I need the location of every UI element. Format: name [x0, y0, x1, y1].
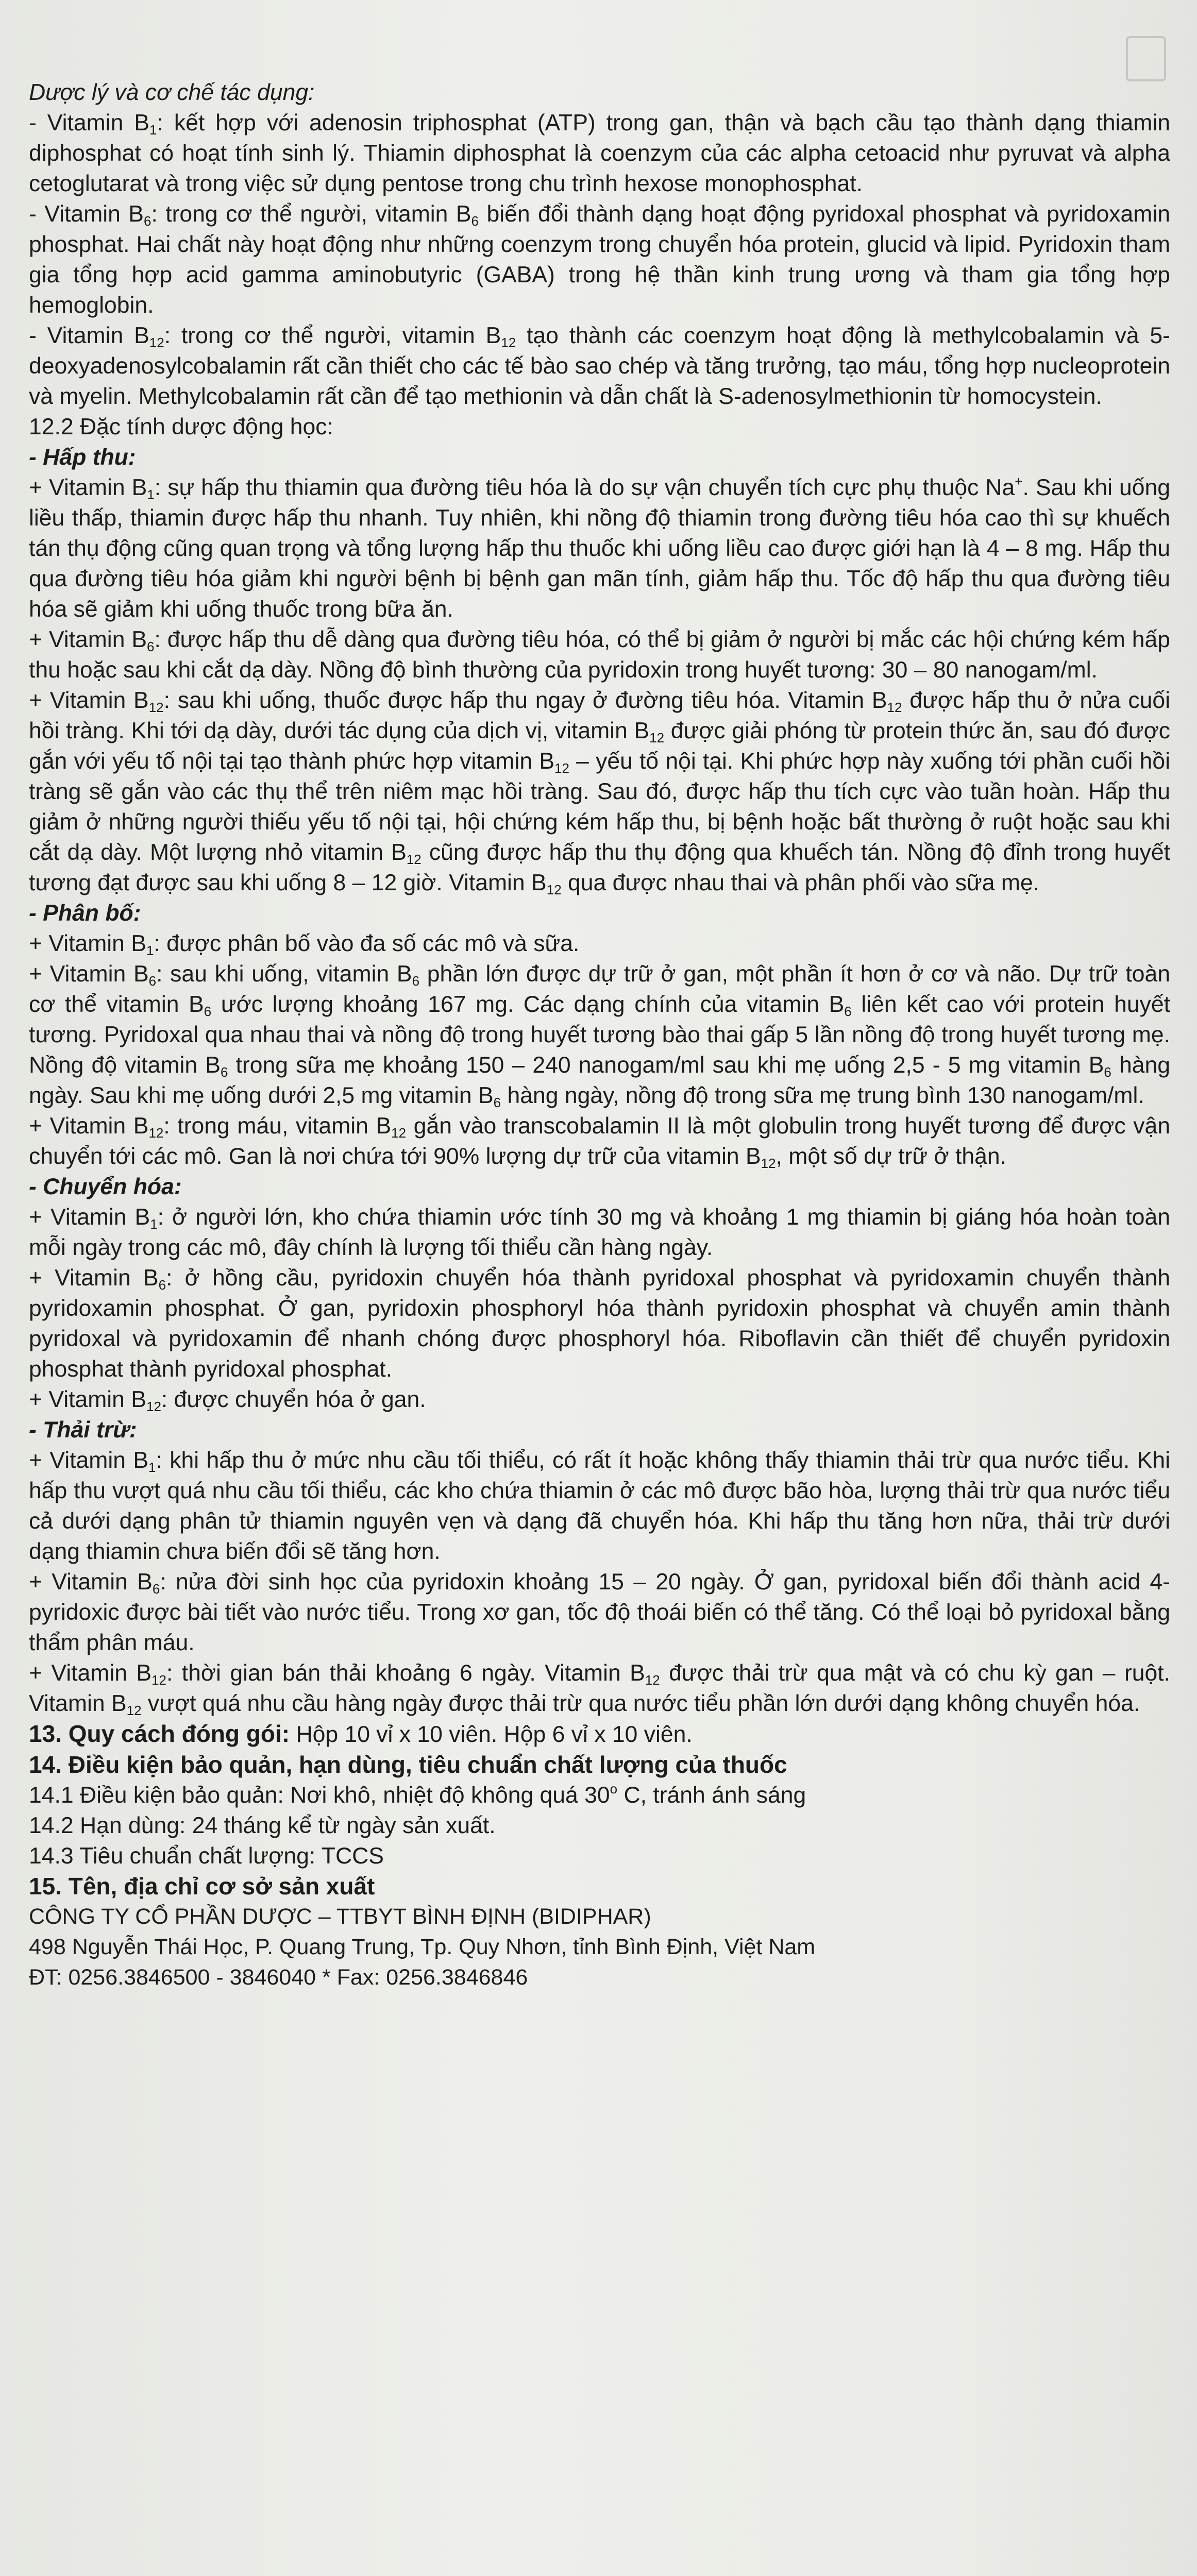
distribution-vitamin-b6: + Vitamin $B_6$: sau khi uống, vitamin $B_6$ phần lớn được dự trữ ở gan, một phần ít hơn ở cơ và não. Dự trữ toàn cơ thể vitamin $B_6$ ước lượng khoảng 167 mg. Các dạng chính của vitamin $B_6$ liên kết cao với protein huyết tương. Pyridoxal qua nhau thai và nồng độ trong huyết tương bào thai gấp 5 lần nồng độ trong huyết tương mẹ. Nồng độ vitamin $B_6$ trong sữa mẹ khoảng 150 – 240 nanogam/ml sau khi mẹ uống 2,5 - 5 mg vitamin $B_6$ hàng ngày. Sau khi mẹ uống dưới 2,5 mg vitamin $B_6$ hàng ngày, nồng độ trong sữa mẹ trung bình 130 nanogam/ml.: [29, 961, 1170, 1110]
pharmacology-vitamin-b12: - Vitamin $B_{12}$: trong cơ thể người, vitamin $B_{12}$ tạo thành các coenzym hoạt động là methylcobalamin và 5-deoxyadenosylcobalamin rất cần thiết cho các tế bào sao chép và tăng trưởng, tạo máu, tổng hợp nucleoprotein và myelin. Methylcobalamin rất cần để tạo methionin và dẫn chất là S-adenosylmethionin từ homocystein.: [29, 323, 1170, 409]
packaging-text: Hộp 10 vỉ x 10 viên. Hộp 6 vỉ x 10 viên.: [290, 1722, 693, 1747]
pharmacology-vitamin-b6: - Vitamin $B_6$: trong cơ thể người, vitamin $B_6$ biến đổi thành dạng hoạt động pyridoxal phosphat và pyridoxamin phosphat. Hai chất này hoạt động như những coenzym trong chuyển hóa protein, glucid và lipid. Pyridoxin tham gia tổng hợp acid gamma aminobutyric (GABA) trong hệ thần kinh trung ương và tham gia tổng hợp hemoglobin.: [29, 201, 1170, 318]
distribution-vitamin-b1: + Vitamin $B_1$: được phân bố vào đa số các mô và sữa.: [29, 931, 580, 958]
elimination-heading: - Thải trừ:: [29, 1417, 137, 1443]
metabolism-vitamin-b12: + Vitamin $B_{12}$: được chuyển hóa ở gan.: [29, 1387, 426, 1414]
corner-logo-outline: [1126, 36, 1166, 81]
storage-heading: 14. Điều kiện bảo quản, hạn dùng, tiêu chuẩn chất lượng của thuốc: [29, 1751, 787, 1778]
absorption-vitamin-b6: + Vitamin $B_6$: được hấp thu dễ dàng qua đường tiêu hóa, có thể bị giảm ở người bị mắc các hội chứng kém hấp thu hoặc sau khi cắt dạ dày. Nồng độ bình thường của pyridoxin trong huyết tương: 30 – 80 nanogam/ml.: [29, 627, 1170, 683]
distribution-vitamin-b12: + Vitamin $B_{12}$: trong máu, vitamin $B_{12}$ gắn vào transcobalamin II là một globulin trong huyết tương để được vận chuyển tới các mô. Gan là nơi chứa tới 90% lượng dự trữ của vitamin $B_{12}$, một số dự trữ ở thận.: [29, 1113, 1170, 1171]
metabolism-vitamin-b6: + Vitamin $B_6$: ở hồng cầu, pyridoxin chuyển hóa thành pyridoxal phosphat và pyridoxamin chuyển thành pyridoxamin phosphat. Ở gan, pyridoxin phosphoryl hóa thành pyridoxin phosphat và chuyển amin thành pyridoxal và pyridoxamin để nhanh chóng được phosphoryl hóa. Riboflavin cần thiết để chuyển pyridoxin phosphat thành pyridoxal phosphat.: [29, 1265, 1171, 1382]
manufacturer-name: CÔNG TY CỔ PHẦN DƯỢC – TTBYT BÌNH ĐỊNH (BIDIPHAR): [29, 1904, 651, 1929]
storage-conditions: 14.1 Điều kiện bảo quản: Nơi khô, nhiệt độ không quá 30$^o$ C, tránh ánh sáng: [29, 1781, 806, 1808]
absorption-vitamin-b12: + Vitamin $B_{12}$: sau khi uống, thuốc được hấp thu ngay ở đường tiêu hóa. Vitamin $B_{12}$ được hấp thu ở nửa cuối hồi tràng. Khi tới dạ dày, dưới tác dụng của dịch vị, vitamin $B_{12}$ được giải phóng từ protein thức ăn, sau đó được gắn với yếu tố nội tại tạo thành phức hợp vitamin $B_{12}$ – yếu tố nội tại. Khi phức hợp này xuống tới phần cuối hồi tràng sẽ gắn vào các thụ thể trên niêm mạc hồi tràng. Sau đó, được hấp thu tích cực vào tuần hoàn. Hấp thu giảm ở những người thiếu yếu tố nội tại, hội chứng kém hấp thu, bị bệnh hoặc bất thường ở ruột hoặc sau khi cắt dạ dày. Một lượng nhỏ vitamin $B_{12}$ cũng được hấp thu thụ động qua khuếch tán. Nồng độ đỉnh trong huyết tương đạt được sau khi uống 8 – 12 giờ. Vitamin $B_{12}$ qua được nhau thai và phân phối vào sữa mẹ.: [29, 688, 1170, 897]
manufacturer-address: 498 Nguyễn Thái Học, P. Quang Trung, Tp. Quy Nhơn, tỉnh Bình Định, Việt Nam: [29, 1935, 816, 1959]
packaging-label: 13. Quy cách đóng gói:: [29, 1720, 290, 1747]
metabolism-vitamin-b1: + Vitamin $B_1$: ở người lớn, kho chứa thiamin ước tính 30 mg và khoảng 1 mg thiamin bị giáng hóa hoàn toàn mỗi ngày trong các mô, đây chính là lượng tối thiểu cần hàng ngày.: [29, 1205, 1170, 1260]
pharmacology-heading: Dược lý và cơ chế tác dụng:: [29, 80, 315, 105]
pharmacology-vitamin-b1: - Vitamin $B_1$: kết hợp với adenosin triphosphat (ATP) trong gan, thận và bạch cầu tạo thành dạng thiamin diphosphat có hoạt tính sinh lý. Thiamin diphosphat là coenzym của các alpha cetoacid như pyruvat và alpha cetoglutarat và trong việc sử dụng pentose trong chu trình hexose monophosphat.: [29, 110, 1171, 196]
absorption-vitamin-b1: + Vitamin $B_1$: sự hấp thu thiamin qua đường tiêu hóa là do sự vận chuyển tích cực phụ thuộc Na+. Sau khi uống liều thấp, thiamin được hấp thu nhanh. Tuy nhiên, khi nồng độ thiamin trong đường tiêu hóa cao thì sự khuếch tán thụ động cũng quan trọng và tổng lượng hấp thu thuốc khi uống liều cao được giới hạn là 4 – 8 mg. Hấp thu qua đường tiêu hóa giảm khi người bệnh bị bệnh gan mãn tính, giảm hấp thu. Tốc độ hấp thu qua đường tiêu hóa sẽ giảm khi uống thuốc trong bữa ăn.: [29, 473, 1170, 622]
elimination-vitamin-b1: + Vitamin $B_1$: khi hấp thu ở mức nhu cầu tối thiểu, có rất ít hoặc không thấy thiamin thải trừ qua nước tiểu. Khi hấp thu vượt quá nhu cầu tối thiểu, các kho chứa thiamin ở các mô được bão hòa, lượng thải trừ qua nước tiểu cả dưới dạng phân tử thiamin nguyên vẹn và dạng đã chuyển hóa. Khi hấp thu tăng hơn nữa, thải trừ dưới dạng thiamin chưa biến đổi sẽ tăng hơn.: [29, 1448, 1170, 1564]
manufacturer-heading: 15. Tên, địa chỉ cơ sở sản xuất: [29, 1873, 375, 1900]
packaging-section: [29, 1719, 1170, 1750]
distribution-heading: - Phân bố:: [29, 901, 141, 926]
manufacturer-phone-fax: ĐT: 0256.3846500 - 3846040 * Fax: 0256.3846846: [29, 1965, 528, 1990]
metabolism-heading: - Chuyển hóa:: [29, 1174, 182, 1199]
absorption-heading: - Hấp thu:: [29, 445, 136, 470]
pharmacokinetics-heading: 12.2 Đặc tính dược động học:: [29, 414, 333, 439]
leaflet-content: [29, 77, 1170, 1993]
shelf-life: 14.2 Hạn dùng: 24 tháng kể từ ngày sản xuất.: [29, 1813, 496, 1838]
elimination-vitamin-b6: + Vitamin $B_6$: nửa đời sinh học của pyridoxin khoảng 15 – 20 ngày. Ở gan, pyridoxal biến đổi thành acid 4-pyridoxic được bài tiết vào nước tiểu. Trong xơ gan, tốc độ thoái biến có thể tăng. Có thể loại bỏ pyridoxal bằng thẩm phân máu.: [29, 1569, 1170, 1655]
quality-standard: 14.3 Tiêu chuẩn chất lượng: TCCS: [29, 1843, 384, 1869]
elimination-vitamin-b12: + Vitamin $B_{12}$: thời gian bán thải khoảng 6 ngày. Vitamin $B_{12}$ được thải trừ qua mật và có chu kỳ gan – ruột. Vitamin $B_{12}$ vượt quá nhu cầu hàng ngày được thải trừ qua nước tiểu phần lớn dưới dạng không chuyển hóa.: [29, 1660, 1170, 1718]
